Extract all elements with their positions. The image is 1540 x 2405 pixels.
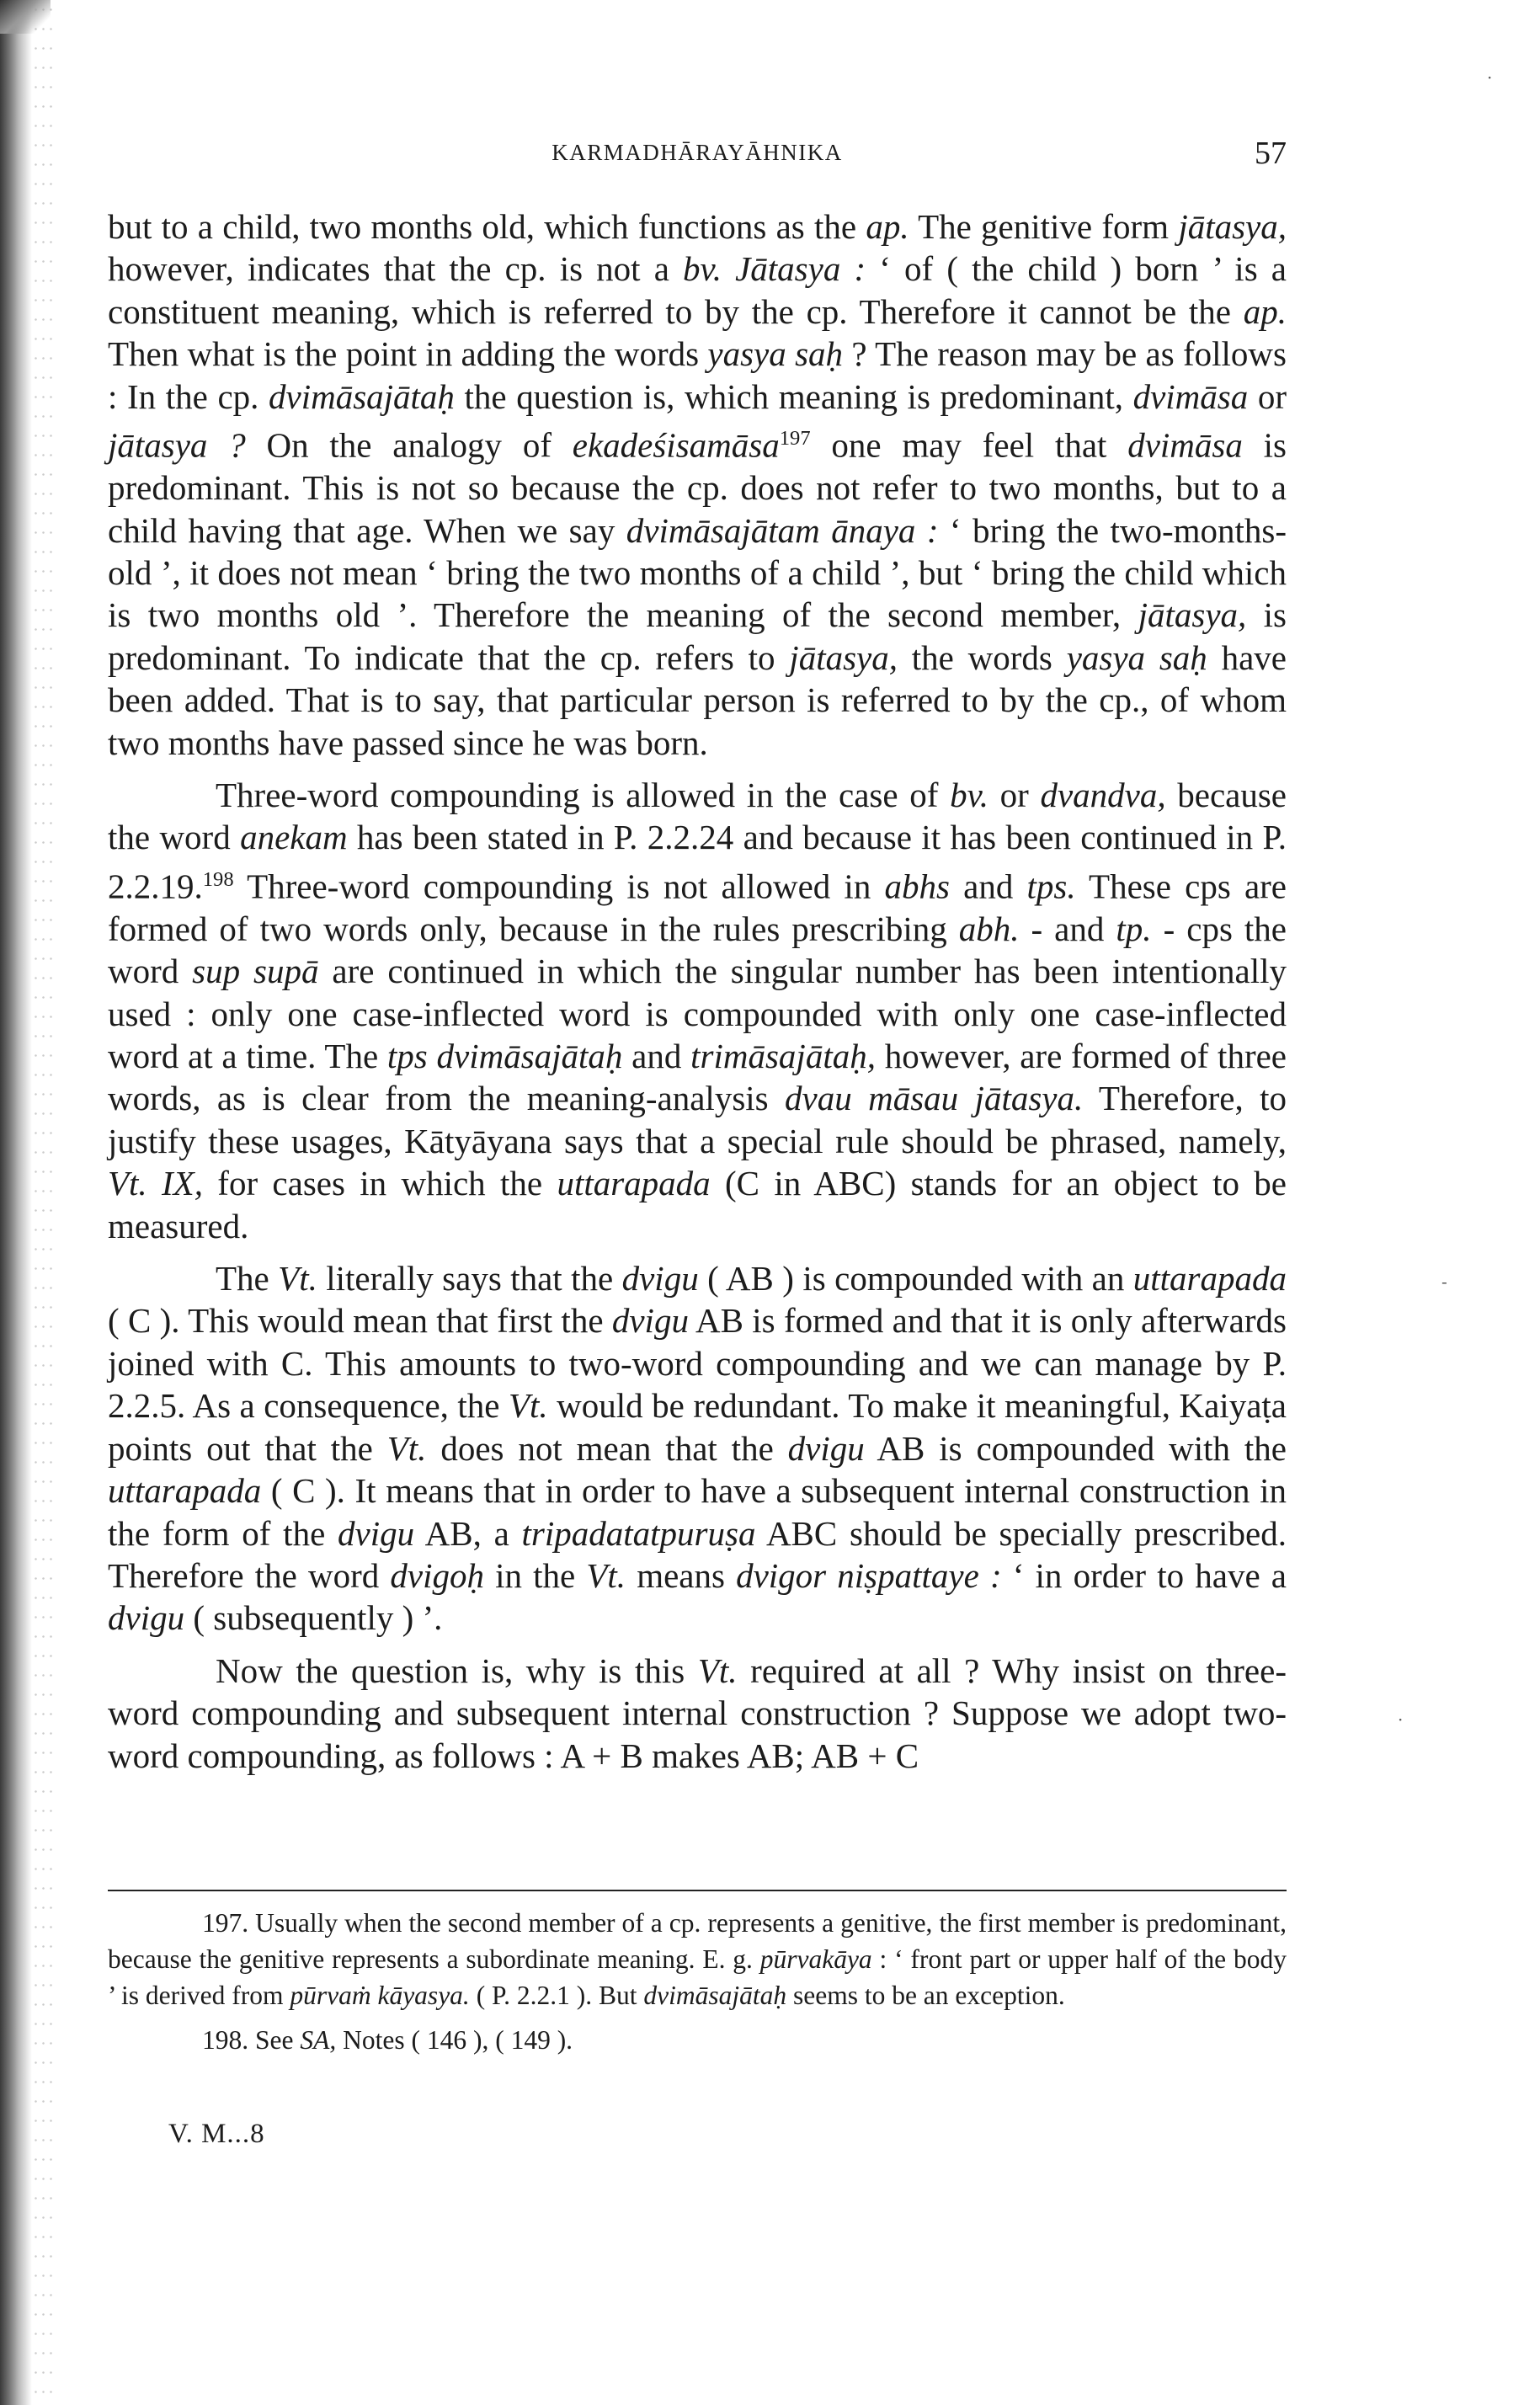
italic-term: dvigu bbox=[611, 1301, 689, 1341]
scan-speck: · bbox=[1487, 67, 1493, 88]
footnote-ref: 197 bbox=[779, 427, 811, 451]
text-run: the question is, which meaning is predominant, bbox=[454, 376, 1133, 416]
text-run: ( subsequently ) ’. bbox=[184, 1598, 443, 1638]
italic-term: Vt. bbox=[278, 1259, 317, 1298]
text-run: The genitive form bbox=[909, 207, 1179, 246]
text-run: ‘ of ( the child ) born ’ is a constituent meaning, which is referred to by the cp. Therefore it cannot be the bbox=[108, 249, 1287, 331]
italic-term: dvimāsajātam ānaya : bbox=[626, 510, 939, 550]
text-run: or bbox=[1248, 376, 1287, 416]
italic-term: dvigu bbox=[108, 1598, 185, 1638]
text-run: Now the question is, why is this bbox=[216, 1650, 698, 1690]
italic-term: tripadatatpuruṣa bbox=[521, 1513, 756, 1553]
text-run: - and bbox=[1019, 909, 1116, 948]
text-run: - cps the word bbox=[108, 909, 1287, 991]
text-run: Three-word compounding is allowed in the case of bbox=[216, 775, 951, 814]
footnotes bbox=[108, 1905, 1287, 2058]
italic-term: ap. bbox=[1243, 291, 1287, 331]
italic-term: trimāsajātaḥ, bbox=[690, 1037, 876, 1076]
italic-term: dvigu bbox=[621, 1259, 699, 1298]
text-run: means bbox=[626, 1555, 737, 1595]
text-run: ( P. 2.2.1 ). But bbox=[469, 1981, 644, 2010]
text-run: On the analogy of bbox=[245, 425, 573, 465]
text-run: have been added. That is to say, that particular person is referred to by the cp., of whom two months have passed since he was born. bbox=[108, 637, 1287, 762]
italic-term: pūrvakāya bbox=[759, 1944, 872, 1974]
text-run: 197. Usually when the second member of a cp. represents a genitive, the first member is predominant, because the genitive represents a subordinate meaning. E. g. bbox=[108, 1908, 1287, 1974]
footnote bbox=[108, 1905, 1287, 2013]
text-run: and bbox=[949, 867, 1027, 906]
italic-term: Vt. bbox=[386, 1428, 427, 1468]
text-run: does not mean that the bbox=[426, 1428, 788, 1468]
text-run: ‘ in order to have a bbox=[1001, 1555, 1287, 1595]
text-run: and bbox=[622, 1037, 691, 1076]
italic-term: ekadeśisamāsa bbox=[572, 425, 780, 465]
text-run: however, indicates that the cp. is not a bbox=[108, 249, 684, 289]
text-run: seems to be an exception. bbox=[786, 1981, 1065, 2010]
footnote-ref: 198 bbox=[202, 867, 234, 891]
italic-term: Vt. bbox=[697, 1650, 738, 1690]
italic-term: dvandva, bbox=[1040, 775, 1166, 814]
italic-term: abhs bbox=[884, 867, 950, 906]
running-head: KARMADHĀRAYĀHNIKA bbox=[552, 140, 843, 165]
text-run: for cases in which the bbox=[202, 1164, 557, 1203]
italic-term: bv. Jātasya : bbox=[683, 249, 866, 289]
italic-term: ap. bbox=[866, 207, 909, 246]
italic-term: Vt. bbox=[586, 1555, 626, 1595]
italic-term: dvigoḥ bbox=[390, 1555, 484, 1595]
text-run: would be redundant. To make it meaningful, Kaiyaṭa points out that the bbox=[108, 1386, 1287, 1468]
italic-term: dvimāsa bbox=[1132, 376, 1249, 416]
text-run: required at all ? Why insist on three-word compounding and subsequent internal construction ? Suppose we adopt two-word compounding, as follows : A + B makes AB; AB + C bbox=[108, 1650, 1287, 1775]
italic-term: dvigu bbox=[787, 1428, 865, 1468]
italic-term: dvigor niṣpattaye : bbox=[736, 1555, 1002, 1595]
text-run: The bbox=[216, 1259, 279, 1298]
text-run: Three-word compounding is not allowed in bbox=[233, 867, 885, 906]
text-run: AB, a bbox=[414, 1513, 522, 1553]
text-run: Notes ( 146 ), ( 149 ). bbox=[336, 2025, 573, 2055]
body-text bbox=[108, 205, 1287, 1787]
text-run: These cps are formed of two words only, because in the rules prescribing bbox=[108, 867, 1287, 948]
text-run: or bbox=[988, 775, 1041, 814]
italic-term: uttarapada bbox=[1132, 1259, 1287, 1298]
signature-mark: V. M...8 bbox=[168, 2119, 265, 2149]
italic-term: yasya saḥ bbox=[707, 334, 844, 374]
text-run: ( C ). It means that in order to have a subsequent internal construction in the form of the bbox=[108, 1471, 1287, 1553]
italic-term: tps dvimāsajātaḥ bbox=[386, 1037, 623, 1076]
italic-term: jātasya ? bbox=[108, 425, 246, 465]
italic-term: tp. bbox=[1116, 909, 1152, 948]
scan-edge-specks bbox=[32, 0, 57, 2405]
text-run: AB is formed and that it is only afterwards joined with C. This amounts to two-word compounding and we can manage by P. 2.2.5. As a consequence, the bbox=[108, 1301, 1287, 1426]
italic-term: abh. bbox=[958, 909, 1020, 948]
paragraph bbox=[108, 1257, 1287, 1640]
italic-term: dvau māsau jātasya. bbox=[785, 1079, 1084, 1118]
text-run: 198. See bbox=[202, 2025, 301, 2055]
paragraph bbox=[108, 774, 1287, 1247]
text-run: ( AB ) is compounded with an bbox=[698, 1259, 1133, 1298]
italic-term: jātasya, bbox=[1178, 207, 1287, 246]
text-run: in the bbox=[483, 1555, 587, 1595]
text-run: : ‘ front part or upper half of the body ’ is derived from bbox=[108, 1944, 1287, 2010]
italic-term: dvimāsajātaḥ bbox=[269, 376, 455, 416]
page-header bbox=[108, 135, 1287, 171]
scan-speck: · bbox=[1398, 1709, 1404, 1730]
italic-term: yasya saḥ bbox=[1066, 637, 1207, 677]
text-run: because the word bbox=[108, 775, 1287, 857]
text-run: ( C ). This would mean that first the bbox=[108, 1301, 612, 1341]
italic-term: uttarapada bbox=[108, 1471, 262, 1511]
text-run: however, are formed of three words, as is clear from the meaning-analysis bbox=[108, 1037, 1287, 1118]
page-number: 57 bbox=[1255, 136, 1287, 171]
text-run: Therefore, to justify these usages, Kātyāyana says that a special rule should be phrased, namely, bbox=[108, 1079, 1287, 1160]
text-run: are continued in which the singular number has been intentionally used : only one case-inflected word is compounded with only one case-inflected word at a time. The bbox=[108, 952, 1287, 1076]
italic-term: pūrvaṁ kāyasya. bbox=[290, 1981, 470, 2010]
scan-speck: - bbox=[1441, 1272, 1447, 1292]
text-run: ‘ bring the two-months-old ’, it does not mean ‘ bring the two months of a child ’, but ‘ bring the child which is two months old ’. Therefore the meaning of the second member, bbox=[108, 510, 1287, 635]
footnote-rule bbox=[108, 1890, 1287, 1891]
paragraph bbox=[108, 1650, 1287, 1777]
text-run: is predominant. This is not so because the cp. does not refer to two months, but to a child having that age. When we say bbox=[108, 425, 1287, 550]
text-run: literally says that the bbox=[317, 1259, 622, 1298]
italic-term: Vt. bbox=[509, 1386, 548, 1426]
paragraph bbox=[108, 205, 1287, 764]
text-run: the words bbox=[897, 637, 1067, 677]
italic-term: anekam bbox=[240, 818, 348, 857]
text-run: one may feel that bbox=[810, 425, 1128, 465]
italic-term: SA, bbox=[300, 2025, 337, 2055]
italic-term: Vt. IX, bbox=[108, 1164, 203, 1203]
text-run: AB is compounded with the bbox=[864, 1428, 1287, 1468]
italic-term: dvimāsajātaḥ bbox=[643, 1981, 787, 2010]
text-run: Then what is the point in adding the words bbox=[108, 334, 708, 374]
italic-term: dvimāsa bbox=[1127, 425, 1243, 465]
italic-term: dvigu bbox=[338, 1513, 415, 1553]
italic-term: tps. bbox=[1026, 867, 1076, 906]
text-run: is predominant. To indicate that the cp. refers to bbox=[108, 595, 1287, 677]
text-run: (C in ABC) stands for an object to be measured. bbox=[108, 1164, 1287, 1245]
text-run: ? The reason may be as follows : In the cp. bbox=[108, 334, 1287, 416]
text-run: ABC should be specially prescribed. Therefore the word bbox=[108, 1513, 1287, 1595]
scan-left-edge bbox=[0, 0, 32, 2405]
italic-term: sup supā bbox=[192, 952, 319, 991]
footnote bbox=[108, 2022, 1287, 2058]
italic-term: jātasya, bbox=[789, 637, 898, 677]
italic-term: uttarapada bbox=[557, 1164, 711, 1203]
scan-corner-shadow bbox=[0, 0, 51, 34]
text-run: has been stated in P. 2.2.24 and because it has been continued in P. 2.2.19. bbox=[108, 818, 1287, 906]
italic-term: bv. bbox=[950, 775, 988, 814]
italic-term: jātasya, bbox=[1138, 595, 1247, 635]
text-run: but to a child, two months old, which functions as the bbox=[108, 207, 866, 246]
